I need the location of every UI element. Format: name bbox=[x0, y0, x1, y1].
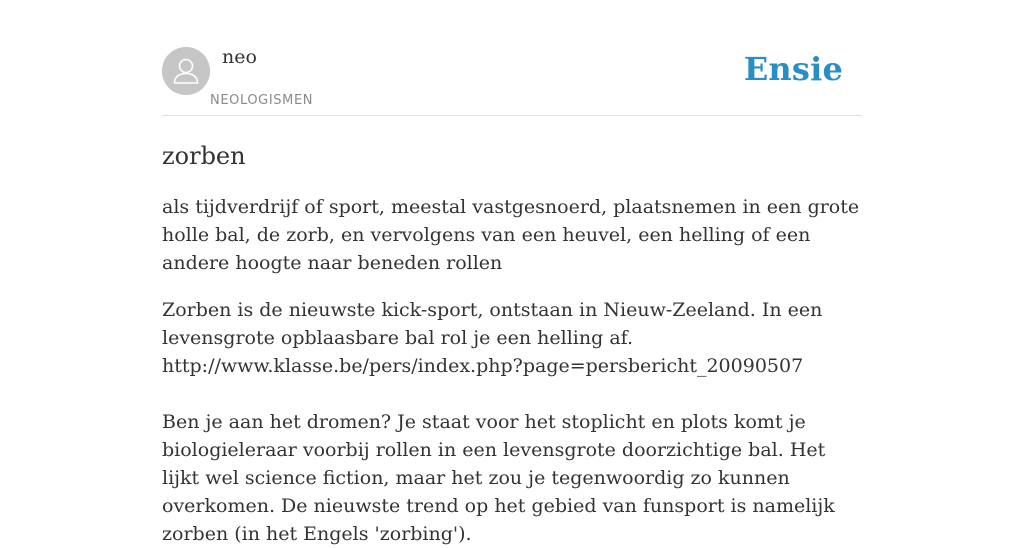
example-gap bbox=[162, 380, 862, 408]
user-avatar[interactable] bbox=[162, 47, 210, 95]
category-link[interactable]: NEOLOGISMEN bbox=[210, 93, 314, 108]
entry-example bbox=[162, 296, 862, 548]
entry-header bbox=[162, 0, 862, 116]
user-avatar-icon bbox=[162, 47, 210, 95]
content-column bbox=[162, 0, 862, 548]
example-source-url: http://www.klasse.be/pers/index.php?page=persbericht_20090507 bbox=[162, 355, 804, 377]
example-text-2: Ben je aan het dromen? Je staat voor het stoplicht en plots komt je biologieleraar voorbij rollen in een levensgrote doorzichtige bal. Het lijkt wel science fiction, maar het zou je tegenwoordig zo kunnen overkomen. De nieuwste trend op het gebied van funsport is namelijk zorben (in het Engels 'zorbing'). bbox=[162, 411, 835, 545]
entry-word: zorben bbox=[162, 142, 246, 170]
author-name-link[interactable]: neo bbox=[222, 46, 257, 68]
ensie-logo-link[interactable]: Ensie bbox=[743, 50, 843, 88]
example-text-1: Zorben is de nieuwste kick-sport, ontstaan in Nieuw-Zeeland. In een levensgrote opblaasbare bal rol je een helling af. bbox=[162, 299, 823, 349]
entry-definition: als tijdverdrijf of sport, meestal vastgesnoerd, plaatsnemen in een grote holle bal, de zorb, en vervolgens van een heuvel, een helling of een andere hoogte naar beneden rollen bbox=[162, 196, 860, 274]
